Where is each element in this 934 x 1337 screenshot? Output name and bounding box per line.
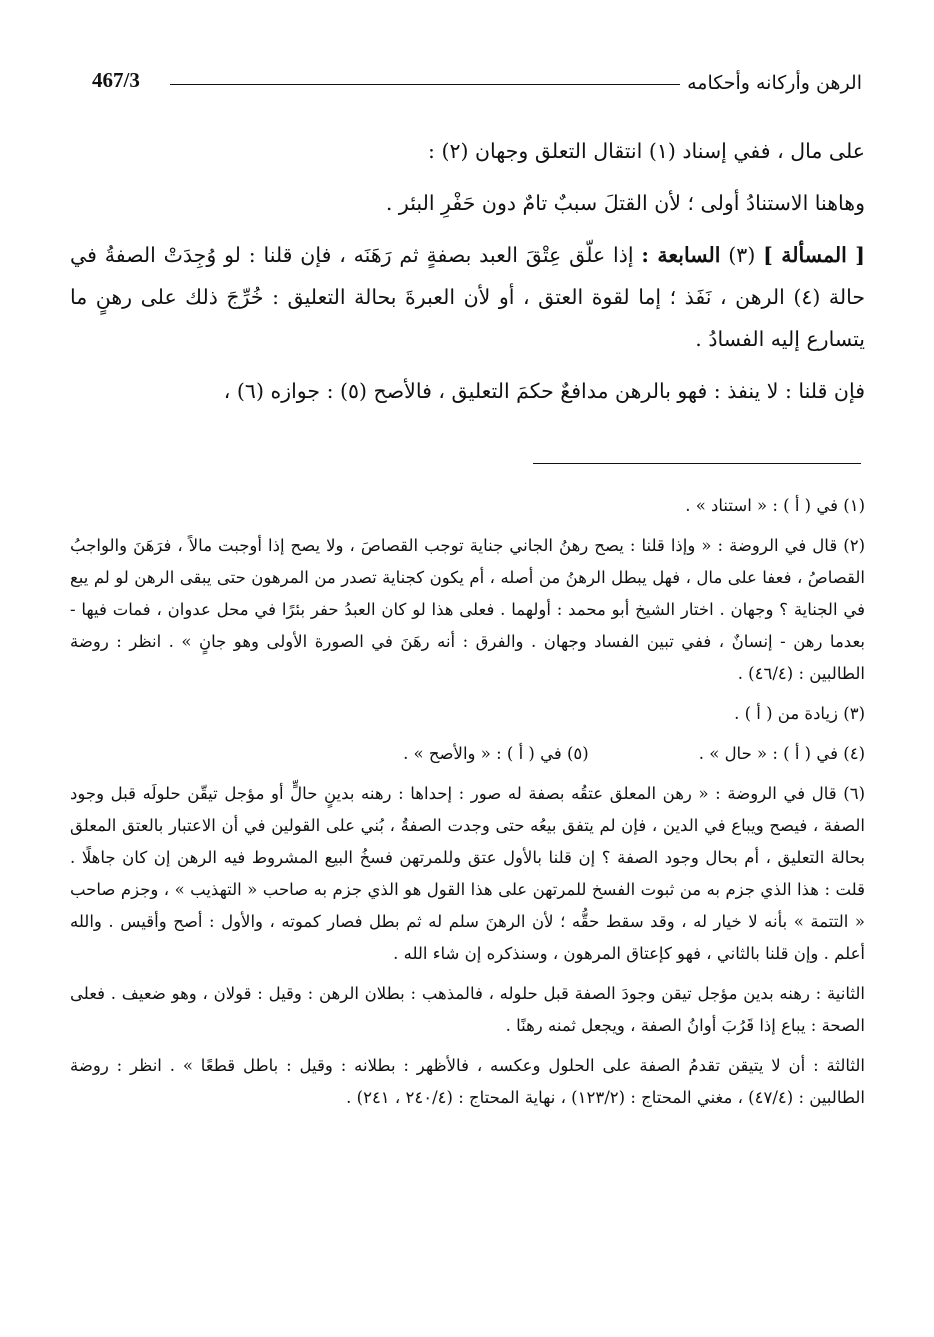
footnote-4: (٤) في ( أ ) : « حال » . [698, 744, 865, 763]
page-number: 467/3 [92, 68, 140, 92]
footnote-5: (٥) في ( أ ) : « والأصح » . [403, 744, 589, 763]
mas2la-heading: السابعة : [641, 243, 721, 267]
footnote-3: (٣) زيادة من ( أ ) . [734, 704, 865, 723]
footnote-1: (١) في ( أ ) : « استناد » . [685, 496, 865, 515]
main-paragraph: وهاهنا الاستنادُ أولى ؛ لأن القتلَ سببٌ تامٌ دون حَفْرِ البئر . [385, 191, 865, 215]
main-continuation: الصفةُ في حالة (٤) الرهن ، نَفَذ ؛ إما لقوة العتق ، أو لأن العبرةَ بحالة التعليق : خُرِّجَ ذلك على رهنٍ ما يتسارع إليه الفسادُ . [70, 243, 865, 351]
footnote-pair [70, 738, 865, 770]
mas2la-paragraph [70, 234, 865, 360]
footnote-2: (٢) قال في الروضة : « وإذا قلنا : يصح رهنُ الجاني جناية توجب القصاصَ ، ولا يصح إذا أوجبت مالاً ، فرَهَنَ والواجبُ القصاصُ ، فعفا على مال ، فهل يبطل الرهنُ من أصله ، أم يكون كجناية تصدر من المرهون حتى يبقى الرهن لو لم يبع في الجناية ؟ وجهان . اختار الشيخ أبو محمد : أولهما . فعلى هذا لو كان العبدُ حفر بئرًا في محل عدوان ، فمات فيها - بعدما رهن - إنسانٌ ، ففي تبين الفساد وجهان . والفرق : أنه رهَنَ في الصورة الأولى وهو جانٍ » . انظر : روضة الطالبين : (٤٦/٤) . [70, 536, 865, 683]
footnotes [70, 490, 865, 1122]
footnote-6-third: الثالثة : أن لا يتيقن تقدمُ الصفة على الحلول وعكسه ، فالأظهر : بطلانه : وقيل : باطل قطعًا » . انظر : روضة الطالبين : (٤٧/٤) ، مغني المحتاج : (١٢٣/٢) ، نهاية المحتاج : (٢٤٠/٤ ، ٢٤١) . [70, 1056, 865, 1107]
running-title: الرهن وأركانه وأحكامه [687, 72, 862, 94]
page-header [92, 64, 862, 104]
header-rule [170, 84, 680, 85]
main-text [70, 130, 865, 412]
footnote-marker: (٣) [728, 243, 756, 267]
mas2la-text: إذا علّق عِتْقَ العبد بصفةٍ ثم رَهَنَه ، فإن قلنا : لو وُجِدَتْ [163, 243, 634, 267]
main-paragraph: على مال ، ففي إسناد (١) انتقال التعلق وجهان (٢) : [428, 139, 865, 163]
main-paragraph: فإن قلنا : لا ينفذ : فهو بالرهن مدافعٌ حكمَ التعليق ، فالأصح (٥) : جوازه (٦) ، [223, 379, 865, 403]
mas2la-label: [ المسألة ] [763, 243, 865, 267]
footnote-separator [533, 463, 861, 464]
footnote-6: (٦) قال في الروضة : « رهن المعلق عتقُه بصفة له صور : إحداها : رهنه بدينٍ حالٍّ أو مؤجل تيقّن حلولَه قبل وجود الصفة ، فيصح ويباع في الدين ، فإن لم يتفق بيعُه حتى وجدت الصفةُ ، بُني على القولين في أن الاعتبار بالعتق المعلق بحالة التعليق ، أم بحال وجود الصفة ؟ إن قلنا بالأول عتق وللمرتهن فسخُ البيع المشروط فيه الرهن إن كان جاهلًا . قلت : هذا الذي جزم به من ثبوت الفسخ للمرتهن على هذا القول هو الذي جزم به صاحب « التهذيب » ، وجزم صاحب « التتمة » بأنه لا خيار له ، وقد سقط حقُّه ؛ لأن الرهنَ سلم له ثم بطل فصار كموته ، والأول : أصح وأقيس . والله أعلم . وإن قلنا بالثاني ، فهو كإعتاق المرهون ، وسنذكره إن شاء الله . [70, 784, 865, 963]
footnote-6-second: الثانية : رهنه بدين مؤجل تيقن وجودَ الصفة قبل حلوله ، فالمذهب : بطلان الرهن : وقيل : قولان ، وهو ضعيف . فعلى الصحة : يباع إذا قَرُبَ أوانُ الصفة ، ويجعل ثمنه رهنًا . [70, 984, 865, 1035]
